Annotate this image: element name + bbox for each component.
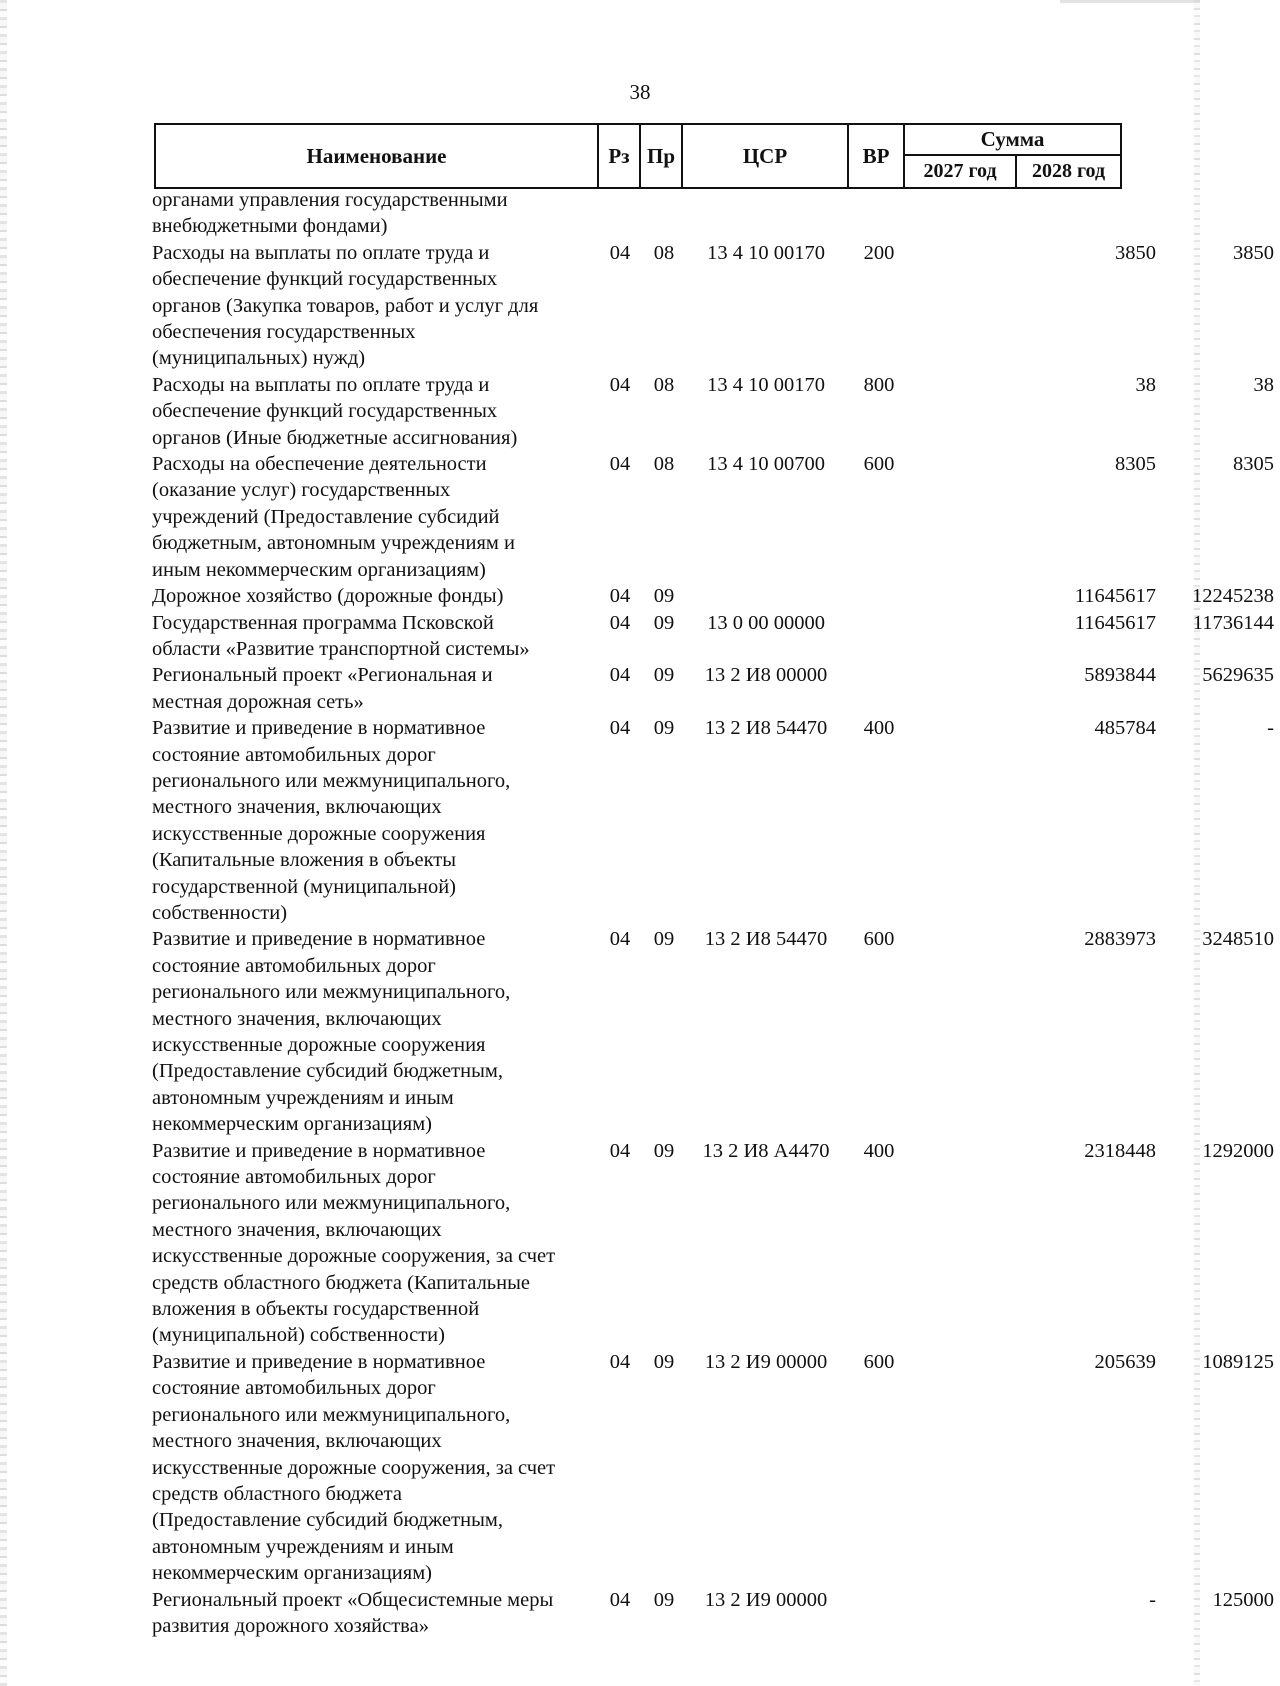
cell-sum-2028: -: [1267, 717, 1274, 740]
table-row: [152, 1587, 1274, 1640]
cell-sum-2028: 12245238: [1192, 585, 1274, 608]
cell-name: Дорожное хозяйство (дорожные фонды): [152, 585, 504, 608]
scan-edge-top: [1060, 0, 1200, 3]
cell-name: Региональный проект «Региональная и местная дорожная сеть»: [152, 664, 493, 713]
cell-pr: 09: [653, 928, 675, 951]
cell-sum-2028: 11736144: [1192, 611, 1274, 634]
header-name: Наименование: [155, 124, 598, 188]
cell-csr: 13 2 И8 00000: [704, 664, 828, 687]
page-number: 38: [629, 80, 651, 104]
cell-rz: 04: [609, 373, 631, 396]
table-row: [152, 1138, 1274, 1349]
cell-pr: 09: [653, 1588, 675, 1611]
table-row: [152, 187, 1122, 240]
table-row: [152, 715, 1274, 926]
cell-pr: 08: [653, 241, 675, 264]
header-rz: Рз: [598, 124, 640, 188]
scan-edge-left: [0, 0, 7, 1686]
table-row: [152, 1349, 1274, 1587]
cell-rz: 04: [609, 1350, 631, 1373]
cell-name: Государственная программа Псковской области «Развитие транспортной системы»: [152, 611, 530, 660]
cell-pr: 08: [653, 373, 675, 396]
cell-rz: 04: [609, 1139, 631, 1162]
cell-csr: 13 0 00 00000: [707, 611, 825, 634]
cell-rz: 04: [609, 241, 631, 264]
cell-sum-2027: 11645617: [1074, 585, 1156, 608]
cell-sum-2027: -: [1149, 1588, 1156, 1611]
cell-vr: 800: [863, 373, 895, 396]
cell-pr: 09: [653, 1139, 675, 1162]
cell-rz: 04: [609, 928, 631, 951]
cell-csr: 13 4 10 00170: [707, 373, 825, 396]
cell-rz: 04: [609, 453, 631, 476]
cell-vr: 400: [863, 717, 895, 740]
cell-sum-2028: 5629635: [1202, 664, 1274, 687]
cell-pr: 08: [653, 453, 675, 476]
cell-sum-2028: 1292000: [1202, 1139, 1274, 1162]
header-year-2027: 2027 год: [904, 155, 1016, 188]
cell-sum-2028: 1089125: [1202, 1350, 1274, 1373]
cell-sum-2027: 3850: [1115, 241, 1156, 264]
table-row: [152, 926, 1274, 1137]
header-vr: ВР: [848, 124, 904, 188]
cell-sum-2028: 8305: [1233, 453, 1274, 476]
cell-sum-2027: 8305: [1115, 453, 1156, 476]
cell-sum-2028: 38: [1253, 373, 1274, 396]
cell-vr: 200: [863, 241, 895, 264]
cell-name: Развитие и приведение в нормативное состояние автомобильных дорог регионального или межмуниципального, местного значения, включающих искусственные дорожные сооружения, за счет средств областного бюджета (Капитальные вложения в объекты государственной (муниципальной) собственности): [152, 1139, 556, 1347]
cell-csr: 13 2 И9 00000: [704, 1350, 828, 1373]
cell-sum-2027: 11645617: [1074, 611, 1156, 634]
cell-vr: 600: [863, 1350, 895, 1373]
cell-name: Региональный проект «Общесистемные меры развития дорожного хозяйства»: [152, 1588, 554, 1637]
cell-sum-2027: 205639: [1094, 1350, 1156, 1373]
cell-csr: 13 2 И8 54470: [704, 717, 828, 740]
table-row: [152, 662, 1274, 715]
table-row: [152, 372, 1274, 451]
cell-sum-2027: 38: [1135, 373, 1156, 396]
cell-sum-2027: 2318448: [1084, 1139, 1156, 1162]
cell-pr: 09: [653, 611, 675, 634]
cell-csr: 13 2 И8 А4470: [702, 1139, 830, 1162]
cell-name: Расходы на выплаты по оплате труда и обеспечение функций государственных органов (Иные бюджетные ассигнования): [152, 373, 518, 449]
cell-sum-2028: 125000: [1212, 1588, 1274, 1611]
cell-rz: 04: [609, 664, 631, 687]
cell-vr: 600: [863, 928, 895, 951]
cell-vr: 600: [863, 453, 895, 476]
table-row: [152, 240, 1274, 372]
cell-name: Развитие и приведение в нормативное состояние автомобильных дорог регионального или межмуниципального, местного значения, включающих искусственные дорожные сооружения (Капитальные вложения в объекты государственной (муниципальной) собственности): [152, 717, 511, 924]
cell-pr: 09: [653, 585, 675, 608]
table-body: [152, 187, 1274, 1639]
cell-csr: 13 4 10 00170: [707, 241, 825, 264]
cell-sum-2027: 2883973: [1084, 928, 1156, 951]
cell-sum-2028: 3850: [1233, 241, 1274, 264]
table-header: [154, 123, 1120, 189]
cell-vr: 400: [863, 1139, 895, 1162]
table-row: [152, 610, 1274, 663]
cell-pr: 09: [653, 1350, 675, 1373]
cell-csr: 13 2 И9 00000: [704, 1588, 828, 1611]
cell-sum-2027: 485784: [1094, 717, 1156, 740]
cell-name: Расходы на обеспечение деятельности (оказание услуг) государственных учреждений (Предоставление субсидий бюджетным, автономным учреждениям и иным некоммерческим организациям): [152, 453, 515, 581]
cell-pr: 09: [653, 717, 675, 740]
cell-rz: 04: [609, 717, 631, 740]
cell-sum-2027: 5893844: [1084, 664, 1156, 687]
cell-name: Развитие и приведение в нормативное состояние автомобильных дорог регионального или межмуниципального, местного значения, включающих искусственные дорожные сооружения, за счет средств областного бюджета (Предоставление субсидий бюджетным, автономным учреждениям и иным некоммерческим организациям): [152, 1350, 556, 1585]
table-row: [152, 451, 1274, 583]
cell-rz: 04: [609, 1588, 631, 1611]
cell-pr: 09: [653, 664, 675, 687]
cell-name: Расходы на выплаты по оплате труда и обеспечение функций государственных органов (Закупка товаров, работ и услуг для обеспечения государственных (муниципальных) нужд): [152, 241, 539, 370]
cell-sum-2028: 3248510: [1202, 928, 1274, 951]
header-pr: Пр: [640, 124, 682, 188]
cell-name: органами управления государственными внебюджетными фондами): [152, 189, 508, 238]
cell-rz: 04: [609, 585, 631, 608]
table-row: [152, 583, 1274, 609]
cell-csr: 13 4 10 00700: [707, 453, 825, 476]
cell-rz: 04: [609, 611, 631, 634]
cell-name: Развитие и приведение в нормативное состояние автомобильных дорог регионального или межмуниципального, местного значения, включающих искусственные дорожные сооружения (Предоставление субсидий бюджетным, автономным учреждениям и иным некоммерческим организациям): [152, 928, 511, 1136]
header-year-2028: 2028 год: [1016, 155, 1121, 188]
cell-csr: 13 2 И8 54470: [704, 928, 828, 951]
header-sum: Сумма: [904, 124, 1121, 155]
header-csr: ЦСР: [682, 124, 848, 188]
